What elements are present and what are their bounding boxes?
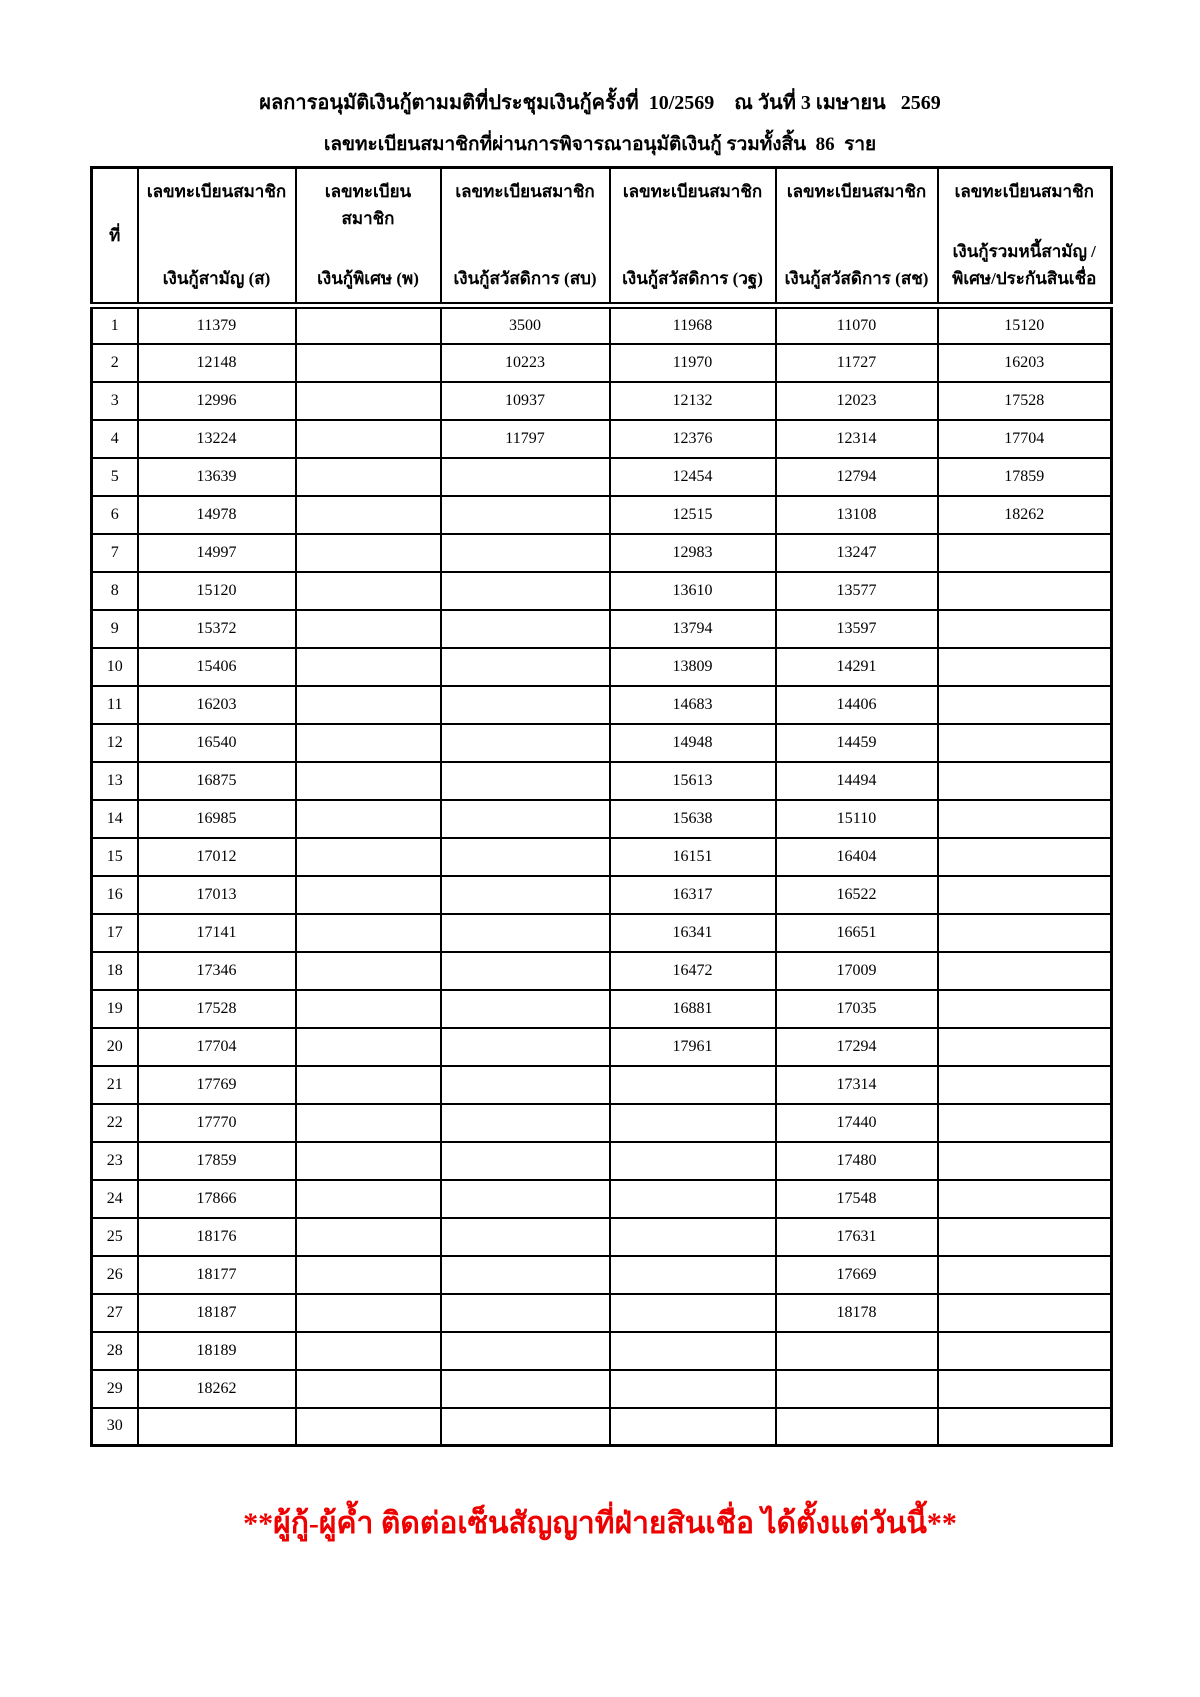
row-number-cell: 11: [92, 686, 138, 724]
member-number-cell: [938, 686, 1112, 724]
row-number-cell: 21: [92, 1066, 138, 1104]
member-number-cell: [296, 420, 441, 458]
member-number-cell: 14406: [776, 686, 938, 724]
member-number-cell: [938, 648, 1112, 686]
member-number-cell: 17294: [776, 1028, 938, 1066]
member-number-cell: 15110: [776, 800, 938, 838]
table-row: [92, 1142, 1112, 1180]
member-number-cell: 11070: [776, 306, 938, 344]
column-header: [610, 168, 776, 306]
table-row: [92, 610, 1112, 648]
member-number-cell: 13639: [138, 458, 296, 496]
member-number-cell: 15613: [610, 762, 776, 800]
member-number-cell: 16540: [138, 724, 296, 762]
member-number-cell: [610, 1104, 776, 1142]
table-row: [92, 1408, 1112, 1446]
member-number-cell: 18262: [938, 496, 1112, 534]
member-number-cell: [938, 724, 1112, 762]
column-header-bottom-wrap: [453, 266, 596, 292]
column-header-wrap: [299, 178, 438, 292]
column-header-wrap: [941, 178, 1109, 292]
member-number-cell: [938, 762, 1112, 800]
member-number-cell: [296, 1028, 441, 1066]
column-header-wrap: [779, 178, 935, 292]
member-number-cell: [441, 458, 610, 496]
member-number-cell: 14494: [776, 762, 938, 800]
table-row: [92, 800, 1112, 838]
row-number-cell: 29: [92, 1370, 138, 1408]
table-row: [92, 420, 1112, 458]
table-row: [92, 914, 1112, 952]
member-number-cell: 13108: [776, 496, 938, 534]
member-number-cell: [441, 1180, 610, 1218]
member-number-cell: [296, 382, 441, 420]
member-number-cell: [296, 1408, 441, 1446]
table-row: [92, 724, 1112, 762]
page-title: ผลการอนุมัติเงินกู้ตามมติที่ประชุมเงินกู้ครั้งที่ 10/2569 ณ วันที่ 3 เมษายน 2569: [259, 92, 941, 114]
member-number-cell: 16881: [610, 990, 776, 1028]
column-header-top-label: เลขทะเบียนสมาชิก: [146, 182, 287, 201]
member-number-cell: 16151: [610, 838, 776, 876]
member-number-cell: [296, 344, 441, 382]
table-row: [92, 1104, 1112, 1142]
member-number-cell: [441, 800, 610, 838]
member-number-cell: [938, 610, 1112, 648]
member-number-cell: 14459: [776, 724, 938, 762]
member-number-cell: [610, 1294, 776, 1332]
member-number-cell: [296, 990, 441, 1028]
member-number-cell: 15638: [610, 800, 776, 838]
member-number-cell: [296, 1332, 441, 1370]
member-number-cell: [938, 990, 1112, 1028]
member-number-cell: [938, 838, 1112, 876]
member-number-cell: 14948: [610, 724, 776, 762]
member-number-cell: [138, 1408, 296, 1446]
member-number-cell: 17035: [776, 990, 938, 1028]
member-number-cell: [441, 572, 610, 610]
member-number-cell: [441, 762, 610, 800]
member-number-cell: [441, 724, 610, 762]
table-row: [92, 686, 1112, 724]
member-number-cell: [938, 876, 1112, 914]
member-number-cell: [441, 686, 610, 724]
column-header-top-label: เลขทะเบียนสมาชิก: [455, 182, 595, 201]
row-number-cell: 22: [92, 1104, 138, 1142]
member-number-cell: 12996: [138, 382, 296, 420]
table-row: [92, 952, 1112, 990]
member-number-cell: 18262: [138, 1370, 296, 1408]
member-number-cell: 12023: [776, 382, 938, 420]
row-number-cell: 19: [92, 990, 138, 1028]
member-number-cell: [441, 914, 610, 952]
member-number-cell: [296, 914, 441, 952]
member-number-cell: [296, 952, 441, 990]
member-number-cell: 18176: [138, 1218, 296, 1256]
member-number-cell: 17859: [138, 1142, 296, 1180]
member-number-cell: [441, 876, 610, 914]
column-header: [296, 168, 441, 306]
member-number-cell: 17669: [776, 1256, 938, 1294]
table-row: [92, 1180, 1112, 1218]
member-number-cell: 17528: [138, 990, 296, 1028]
member-number-cell: [441, 1332, 610, 1370]
column-header: [776, 168, 938, 306]
member-number-cell: 17704: [938, 420, 1112, 458]
member-number-cell: 11727: [776, 344, 938, 382]
member-number-cell: [441, 838, 610, 876]
member-number-cell: 10937: [441, 382, 610, 420]
member-number-cell: [296, 876, 441, 914]
member-number-cell: [938, 1028, 1112, 1066]
member-number-cell: [296, 306, 441, 344]
member-number-cell: [938, 1332, 1112, 1370]
member-number-cell: [441, 952, 610, 990]
column-header: [441, 168, 610, 306]
member-number-cell: [296, 724, 441, 762]
column-header-bottom-wrap: [622, 266, 763, 292]
member-number-cell: 17704: [138, 1028, 296, 1066]
member-number-cell: [296, 572, 441, 610]
row-number-cell: 26: [92, 1256, 138, 1294]
member-number-cell: 12454: [610, 458, 776, 496]
table-body: [92, 306, 1112, 1446]
row-number-cell: 24: [92, 1180, 138, 1218]
column-header-bottom-wrap: [163, 266, 271, 292]
column-header: [92, 168, 138, 306]
member-number-cell: 11970: [610, 344, 776, 382]
member-number-cell: 14997: [138, 534, 296, 572]
member-number-cell: 16317: [610, 876, 776, 914]
table-row: [92, 1028, 1112, 1066]
column-header-wrap: [141, 178, 293, 292]
member-number-cell: [296, 838, 441, 876]
member-number-cell: [776, 1408, 938, 1446]
row-number-cell: 27: [92, 1294, 138, 1332]
member-number-cell: [610, 1066, 776, 1104]
member-number-cell: 12132: [610, 382, 776, 420]
member-number-cell: 17013: [138, 876, 296, 914]
member-number-cell: [441, 1066, 610, 1104]
member-number-cell: 18189: [138, 1332, 296, 1370]
column-header-bottom-label: เงินกู้สวัสดิการ (วฐ): [622, 268, 763, 288]
column-header-top-label: เลขทะเบียนสมาชิก: [324, 182, 412, 228]
member-number-cell: 17141: [138, 914, 296, 952]
table-row: [92, 1218, 1112, 1256]
row-number-cell: 6: [92, 496, 138, 534]
member-number-cell: 17859: [938, 458, 1112, 496]
member-number-cell: [296, 1180, 441, 1218]
member-number-cell: 13247: [776, 534, 938, 572]
member-number-cell: [296, 1370, 441, 1408]
member-number-cell: 18177: [138, 1256, 296, 1294]
member-number-cell: [938, 572, 1112, 610]
member-number-cell: [938, 1256, 1112, 1294]
member-number-cell: [610, 1256, 776, 1294]
column-header-bottom-wrap: [785, 266, 929, 292]
member-number-cell: 12794: [776, 458, 938, 496]
page-subtitle: เลขทะเบียนสมาชิกที่ผ่านการพิจารณาอนุมัติเงินกู้ รวมทั้งสิ้น 86 ราย: [323, 134, 877, 155]
column-header: [938, 168, 1112, 306]
member-number-cell: [938, 914, 1112, 952]
member-number-cell: 17440: [776, 1104, 938, 1142]
member-number-cell: 13794: [610, 610, 776, 648]
member-number-cell: 17314: [776, 1066, 938, 1104]
row-number-cell: 20: [92, 1028, 138, 1066]
member-number-cell: 14683: [610, 686, 776, 724]
member-number-cell: [296, 1294, 441, 1332]
member-number-cell: 13577: [776, 572, 938, 610]
member-number-cell: [938, 1294, 1112, 1332]
member-number-cell: [296, 762, 441, 800]
row-number-cell: 28: [92, 1332, 138, 1370]
member-number-cell: [938, 1370, 1112, 1408]
table-row: [92, 344, 1112, 382]
row-number-cell: 18: [92, 952, 138, 990]
member-number-cell: 12983: [610, 534, 776, 572]
member-number-cell: [441, 534, 610, 572]
column-header-bottom-label: เงินกู้สวัสดิการ (สช): [784, 268, 929, 288]
table-row: [92, 762, 1112, 800]
member-number-cell: 15120: [138, 572, 296, 610]
member-number-cell: [441, 1218, 610, 1256]
member-number-cell: [441, 1370, 610, 1408]
row-number-cell: 4: [92, 420, 138, 458]
member-number-cell: 16522: [776, 876, 938, 914]
member-number-cell: 16651: [776, 914, 938, 952]
member-number-cell: [296, 1256, 441, 1294]
member-number-cell: 16341: [610, 914, 776, 952]
member-number-cell: [610, 1332, 776, 1370]
member-number-cell: [610, 1370, 776, 1408]
column-header-bottom-label: เงินกู้สามัญ (ส): [162, 268, 271, 288]
member-number-cell: 11379: [138, 306, 296, 344]
column-header: [138, 168, 296, 306]
member-number-cell: 13610: [610, 572, 776, 610]
member-number-cell: 16203: [938, 344, 1112, 382]
column-header-bottom-wrap: [952, 239, 1096, 292]
member-number-cell: [610, 1142, 776, 1180]
member-number-cell: [776, 1332, 938, 1370]
member-number-cell: [938, 1066, 1112, 1104]
member-number-cell: 13597: [776, 610, 938, 648]
member-number-cell: 16203: [138, 686, 296, 724]
column-header-label: ที่: [109, 225, 121, 245]
member-number-cell: [938, 952, 1112, 990]
member-number-cell: [441, 1408, 610, 1446]
column-header-top-label: เลขทะเบียนสมาชิก: [954, 182, 1094, 201]
column-header-wrap: [444, 178, 607, 292]
member-number-cell: 17548: [776, 1180, 938, 1218]
member-number-cell: 16875: [138, 762, 296, 800]
table-header: [92, 168, 1112, 306]
column-header-bottom-wrap: [317, 266, 419, 292]
member-number-cell: [938, 1104, 1112, 1142]
member-number-cell: 16985: [138, 800, 296, 838]
member-number-cell: [296, 648, 441, 686]
member-number-cell: 13809: [610, 648, 776, 686]
member-number-cell: [776, 1370, 938, 1408]
table-row: [92, 990, 1112, 1028]
member-number-cell: 10223: [441, 344, 610, 382]
member-number-cell: 12148: [138, 344, 296, 382]
column-header-top-label: เลขทะเบียนสมาชิก: [622, 182, 763, 201]
member-number-cell: [441, 1256, 610, 1294]
member-number-cell: 17009: [776, 952, 938, 990]
member-number-cell: [610, 1408, 776, 1446]
member-number-cell: [441, 496, 610, 534]
member-number-cell: 17346: [138, 952, 296, 990]
member-number-cell: [296, 496, 441, 534]
loan-approval-table: [90, 166, 1113, 1447]
member-number-cell: 15372: [138, 610, 296, 648]
row-number-cell: 17: [92, 914, 138, 952]
row-number-cell: 5: [92, 458, 138, 496]
column-header-bottom-label: เงินกู้พิเศษ (พ): [317, 268, 419, 288]
member-number-cell: 17012: [138, 838, 296, 876]
row-number-cell: 23: [92, 1142, 138, 1180]
member-number-cell: [610, 1218, 776, 1256]
row-number-cell: 3: [92, 382, 138, 420]
member-number-cell: [296, 1218, 441, 1256]
member-number-cell: [938, 534, 1112, 572]
member-number-cell: [296, 686, 441, 724]
column-header-wrap: [613, 178, 773, 292]
member-number-cell: [441, 610, 610, 648]
row-number-cell: 30: [92, 1408, 138, 1446]
column-header-top-label: เลขทะเบียนสมาชิก: [786, 182, 927, 201]
row-number-cell: 7: [92, 534, 138, 572]
member-number-cell: 17866: [138, 1180, 296, 1218]
row-number-cell: 9: [92, 610, 138, 648]
member-number-cell: 18178: [776, 1294, 938, 1332]
member-number-cell: 13224: [138, 420, 296, 458]
member-number-cell: 3500: [441, 306, 610, 344]
table-row: [92, 534, 1112, 572]
member-number-cell: [441, 648, 610, 686]
member-number-cell: [938, 800, 1112, 838]
member-number-cell: 12515: [610, 496, 776, 534]
member-number-cell: [296, 458, 441, 496]
column-header-bottom-label: เงินกู้รวมหนี้สามัญ /: [952, 242, 1096, 262]
row-number-cell: 13: [92, 762, 138, 800]
table-row: [92, 496, 1112, 534]
member-number-cell: [441, 1294, 610, 1332]
row-number-cell: 25: [92, 1218, 138, 1256]
member-number-cell: 16472: [610, 952, 776, 990]
member-number-cell: [938, 1180, 1112, 1218]
member-number-cell: 17528: [938, 382, 1112, 420]
member-number-cell: [441, 1028, 610, 1066]
member-number-cell: 14978: [138, 496, 296, 534]
row-number-cell: 12: [92, 724, 138, 762]
member-number-cell: 11797: [441, 420, 610, 458]
table-row: [92, 1294, 1112, 1332]
header-row: [92, 168, 1112, 306]
footer-note: **ผู้กู้-ผู้ค้ำ ติดต่อเซ็นสัญญาที่ฝ่ายสินเชื่อ ได้ตั้งแต่วันนี้**: [243, 1507, 957, 1540]
row-number-cell: 14: [92, 800, 138, 838]
member-number-cell: [296, 1066, 441, 1104]
member-number-cell: [296, 610, 441, 648]
member-number-cell: [441, 1142, 610, 1180]
member-number-cell: 16404: [776, 838, 938, 876]
row-number-cell: 2: [92, 344, 138, 382]
table-row: [92, 648, 1112, 686]
member-number-cell: 12376: [610, 420, 776, 458]
member-number-cell: [441, 1104, 610, 1142]
table-row: [92, 1370, 1112, 1408]
member-number-cell: 17961: [610, 1028, 776, 1066]
table-row: [92, 572, 1112, 610]
member-number-cell: [296, 1142, 441, 1180]
table-row: [92, 382, 1112, 420]
member-number-cell: 18187: [138, 1294, 296, 1332]
row-number-cell: 10: [92, 648, 138, 686]
table-row: [92, 1256, 1112, 1294]
member-number-cell: 15120: [938, 306, 1112, 344]
row-number-cell: 8: [92, 572, 138, 610]
row-number-cell: 16: [92, 876, 138, 914]
table-row: [92, 306, 1112, 344]
member-number-cell: [938, 1408, 1112, 1446]
table-row: [92, 458, 1112, 496]
table-row: [92, 838, 1112, 876]
member-number-cell: 17769: [138, 1066, 296, 1104]
member-number-cell: [610, 1180, 776, 1218]
table-row: [92, 1332, 1112, 1370]
member-number-cell: [938, 1218, 1112, 1256]
table-row: [92, 876, 1112, 914]
member-number-cell: 17631: [776, 1218, 938, 1256]
member-number-cell: 17480: [776, 1142, 938, 1180]
member-number-cell: 15406: [138, 648, 296, 686]
member-number-cell: 14291: [776, 648, 938, 686]
table-row: [92, 1066, 1112, 1104]
member-number-cell: 11968: [610, 306, 776, 344]
member-number-cell: [296, 800, 441, 838]
member-number-cell: [296, 534, 441, 572]
member-number-cell: [938, 1142, 1112, 1180]
member-number-cell: [441, 990, 610, 1028]
member-number-cell: [296, 1104, 441, 1142]
member-number-cell: 12314: [776, 420, 938, 458]
row-number-cell: 1: [92, 306, 138, 344]
column-header-bottom-label-2: พิเศษ/ประกันสินเชื่อ: [952, 268, 1097, 288]
member-number-cell: 17770: [138, 1104, 296, 1142]
column-header-bottom-label: เงินกู้สวัสดิการ (สบ): [453, 268, 597, 288]
row-number-cell: 15: [92, 838, 138, 876]
